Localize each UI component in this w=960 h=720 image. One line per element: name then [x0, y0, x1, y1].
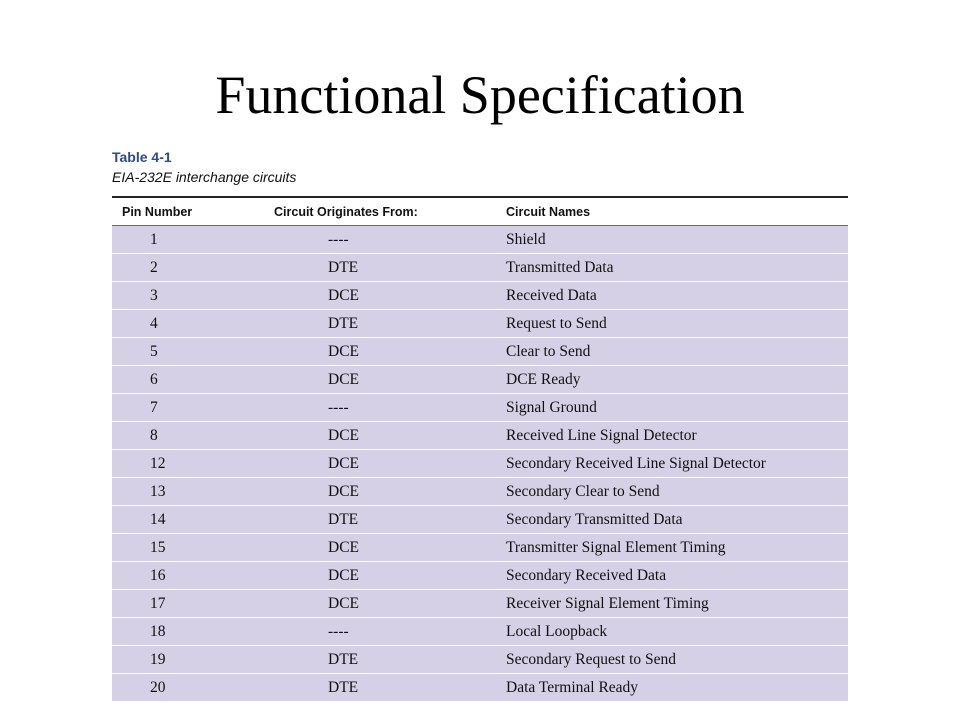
cell-circuit-name: Shield [506, 230, 546, 248]
cell-circuit-name: Secondary Clear to Send [506, 482, 660, 500]
cell-circuit-origin: DCE [328, 454, 359, 472]
cell-circuit-origin: DCE [328, 370, 359, 388]
cell-pin-number: 5 [150, 342, 158, 360]
cell-circuit-name: Received Data [506, 286, 597, 304]
slide-title: Functional Specification [215, 65, 745, 125]
table-row [112, 226, 848, 254]
cell-circuit-name: Secondary Request to Send [506, 650, 677, 668]
cell-circuit-origin: DCE [328, 566, 359, 584]
table-header-row [112, 198, 848, 226]
cell-pin-number: 4 [150, 314, 158, 332]
table-row [112, 618, 848, 646]
cell-circuit-origin: DTE [328, 650, 359, 668]
header-circuit-names: Circuit Names [506, 204, 591, 219]
cell-circuit-origin: DTE [328, 510, 359, 528]
cell-pin-number: 13 [150, 482, 166, 500]
cell-circuit-name: Request to Send [506, 314, 607, 332]
cell-circuit-name: Data Terminal Ready [506, 678, 639, 696]
header-circuit-origin: Circuit Originates From: [274, 204, 418, 219]
table-row [112, 394, 848, 422]
table-row [112, 506, 848, 534]
cell-pin-number: 18 [150, 622, 166, 640]
cell-circuit-name: Secondary Received Data [506, 566, 667, 584]
cell-circuit-name: Local Loopback [506, 622, 608, 640]
table-row [112, 674, 848, 702]
cell-pin-number: 6 [150, 370, 158, 388]
cell-circuit-name: Signal Ground [506, 398, 597, 416]
table-caption: EIA-232E interchange circuits [112, 169, 297, 185]
header-pin-number: Pin Number [122, 204, 193, 219]
table-number: Table 4-1 [112, 149, 172, 165]
cell-pin-number: 1 [150, 230, 158, 248]
cell-circuit-name: Secondary Transmitted Data [506, 510, 683, 528]
cell-pin-number: 15 [150, 538, 166, 556]
cell-circuit-name: Transmitter Signal Element Timing [506, 538, 726, 556]
cell-circuit-origin: DTE [328, 258, 359, 276]
table-row [112, 254, 848, 282]
table-row [112, 478, 848, 506]
cell-pin-number: 19 [150, 650, 166, 668]
cell-circuit-name: Secondary Received Line Signal Detector [506, 454, 766, 472]
cell-circuit-origin: ---- [328, 230, 349, 248]
table-row [112, 422, 848, 450]
table-body [112, 226, 848, 702]
table-row [112, 590, 848, 618]
table-row [112, 562, 848, 590]
cell-circuit-origin: DCE [328, 594, 359, 612]
cell-pin-number: 3 [150, 286, 158, 304]
cell-circuit-name: Clear to Send [506, 342, 591, 360]
cell-circuit-origin: DTE [328, 678, 359, 696]
cell-pin-number: 2 [150, 258, 158, 276]
cell-circuit-origin: DCE [328, 286, 359, 304]
cell-circuit-name: DCE Ready [506, 370, 581, 388]
cell-pin-number: 17 [150, 594, 166, 612]
cell-pin-number: 14 [150, 510, 166, 528]
table-row [112, 282, 848, 310]
table-row [112, 450, 848, 478]
cell-circuit-origin: DCE [328, 342, 359, 360]
table-row [112, 310, 848, 338]
cell-pin-number: 7 [150, 398, 158, 416]
cell-pin-number: 16 [150, 566, 166, 584]
cell-circuit-name: Received Line Signal Detector [506, 426, 697, 444]
cell-circuit-origin: DCE [328, 426, 359, 444]
cell-pin-number: 12 [150, 454, 166, 472]
cell-circuit-name: Transmitted Data [506, 258, 614, 276]
cell-pin-number: 20 [150, 678, 166, 696]
table-row [112, 534, 848, 562]
table-row [112, 338, 848, 366]
cell-pin-number: 8 [150, 426, 158, 444]
table-row [112, 646, 848, 674]
cell-circuit-origin: DCE [328, 482, 359, 500]
table-row [112, 366, 848, 394]
cell-circuit-origin: ---- [328, 622, 349, 640]
cell-circuit-origin: ---- [328, 398, 349, 416]
cell-circuit-origin: DTE [328, 314, 359, 332]
cell-circuit-origin: DCE [328, 538, 359, 556]
cell-circuit-name: Receiver Signal Element Timing [506, 594, 709, 612]
circuit-table [112, 148, 848, 702]
